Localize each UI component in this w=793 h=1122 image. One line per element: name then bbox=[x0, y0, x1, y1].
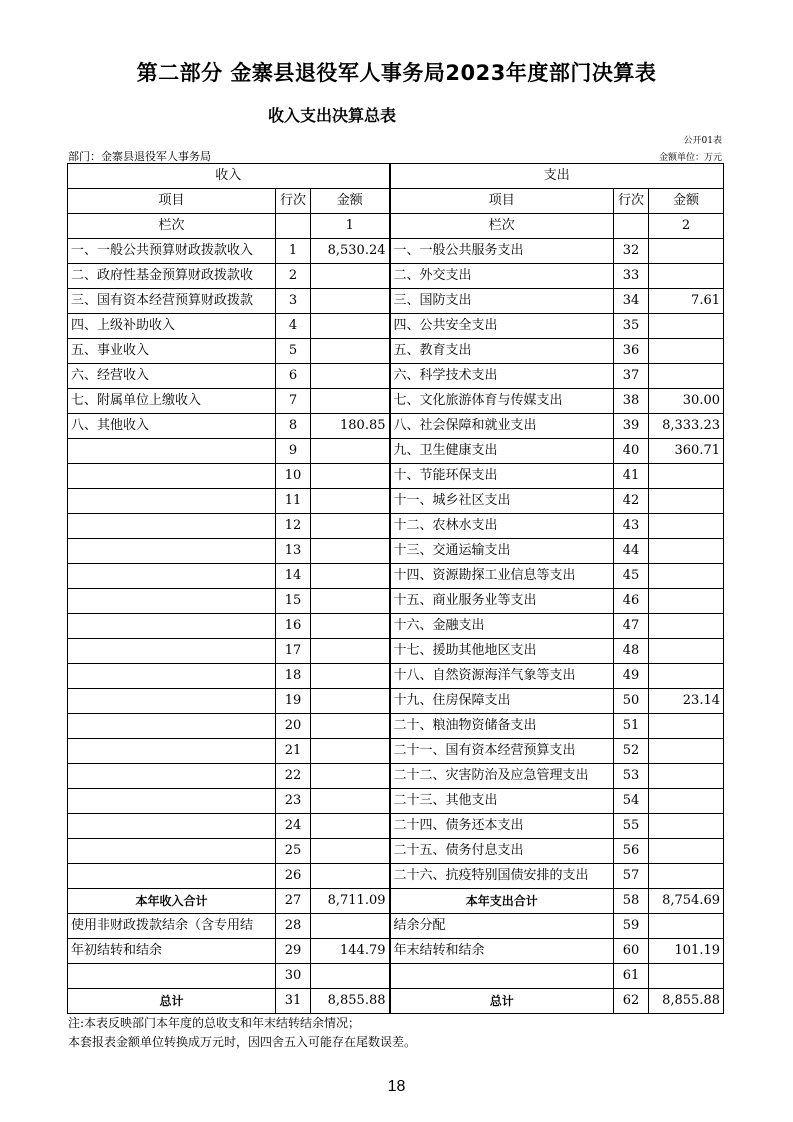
income-rowno-cell: 25 bbox=[276, 839, 311, 864]
income-rowno-cell: 17 bbox=[276, 639, 311, 664]
income-amount-cell bbox=[311, 639, 390, 664]
income-amount-cell bbox=[311, 564, 390, 589]
expense-rowno-cell: 51 bbox=[614, 714, 649, 739]
expense-rowno-cell: 52 bbox=[614, 739, 649, 764]
income-amount-cell bbox=[311, 814, 390, 839]
income-amount-cell bbox=[311, 714, 390, 739]
income-item-cell bbox=[68, 464, 276, 489]
expense-rowno-cell: 39 bbox=[614, 414, 649, 439]
income-amount-cell bbox=[311, 839, 390, 864]
income-amount-cell bbox=[311, 764, 390, 789]
income-item-cell bbox=[68, 589, 276, 614]
table-row bbox=[68, 664, 724, 689]
income-item-cell bbox=[68, 964, 276, 989]
expense-amount-cell: 30.00 bbox=[649, 389, 724, 414]
income-amount-cell bbox=[311, 489, 390, 514]
expense-amount-cell bbox=[649, 964, 724, 989]
table-row bbox=[68, 639, 724, 664]
income-rowno-cell: 13 bbox=[276, 539, 311, 564]
income-rowno-cell: 7 bbox=[276, 389, 311, 414]
expense-item-cell: 二十二、灾害防治及应急管理支出 bbox=[390, 764, 614, 789]
expense-item-cell: 六、科学技术支出 bbox=[390, 364, 614, 389]
expense-item-cell: 二十五、债务付息支出 bbox=[390, 839, 614, 864]
table-row bbox=[68, 564, 724, 589]
income-amount-cell bbox=[311, 664, 390, 689]
income-amount-cell: 8,711.09 bbox=[311, 889, 390, 914]
expense-amount-cell: 101.19 bbox=[649, 939, 724, 964]
income-rowno-cell: 18 bbox=[276, 664, 311, 689]
table-row bbox=[68, 964, 724, 989]
table-row bbox=[68, 614, 724, 639]
expense-rowno-cell: 43 bbox=[614, 514, 649, 539]
expense-amount-cell bbox=[649, 314, 724, 339]
table-row bbox=[68, 789, 724, 814]
income-rowno-cell: 19 bbox=[276, 689, 311, 714]
income-amount-cell bbox=[311, 364, 390, 389]
expense-item-cell: 十六、金融支出 bbox=[390, 614, 614, 639]
income-column-label: 栏次 bbox=[68, 214, 276, 239]
income-item-cell: 一、一般公共预算财政拨款收入 bbox=[68, 239, 276, 264]
expense-rowno-cell: 44 bbox=[614, 539, 649, 564]
income-rowno-cell: 2 bbox=[276, 264, 311, 289]
expense-rowno-cell: 60 bbox=[614, 939, 649, 964]
income-item-cell: 六、经营收入 bbox=[68, 364, 276, 389]
expense-item-cell: 本年支出合计 bbox=[390, 889, 614, 914]
income-item-header: 项目 bbox=[68, 189, 276, 214]
income-item-cell: 总计 bbox=[68, 989, 276, 1014]
expense-amount-cell bbox=[649, 639, 724, 664]
expense-amount-cell bbox=[649, 789, 724, 814]
expense-amount-cell bbox=[649, 539, 724, 564]
table-row bbox=[68, 439, 724, 464]
expense-rowno-cell: 32 bbox=[614, 239, 649, 264]
expense-rowno-cell: 48 bbox=[614, 639, 649, 664]
income-item-cell bbox=[68, 639, 276, 664]
expense-rowno-cell: 56 bbox=[614, 839, 649, 864]
expense-rowno-cell: 54 bbox=[614, 789, 649, 814]
expense-rowno-cell: 34 bbox=[614, 289, 649, 314]
expense-column-blank bbox=[614, 214, 649, 239]
expense-rowno-cell: 47 bbox=[614, 614, 649, 639]
table-row bbox=[68, 714, 724, 739]
expense-rowno-cell: 37 bbox=[614, 364, 649, 389]
income-amount-cell bbox=[311, 614, 390, 639]
table-row bbox=[68, 839, 724, 864]
income-amount-cell bbox=[311, 339, 390, 364]
income-item-cell bbox=[68, 864, 276, 889]
income-item-cell bbox=[68, 739, 276, 764]
income-rowno-cell: 11 bbox=[276, 489, 311, 514]
table-row bbox=[68, 339, 724, 364]
expense-item-cell: 十九、住房保障支出 bbox=[390, 689, 614, 714]
income-amount-cell bbox=[311, 964, 390, 989]
income-rowno-cell: 26 bbox=[276, 864, 311, 889]
expense-header: 支出 bbox=[390, 164, 724, 189]
income-amount-cell bbox=[311, 914, 390, 939]
expense-item-cell: 九、卫生健康支出 bbox=[390, 439, 614, 464]
income-item-cell: 四、上级补助收入 bbox=[68, 314, 276, 339]
income-item-cell bbox=[68, 764, 276, 789]
income-amount-cell bbox=[311, 314, 390, 339]
income-item-cell: 五、事业收入 bbox=[68, 339, 276, 364]
table-row bbox=[68, 364, 724, 389]
expense-amount-cell bbox=[649, 614, 724, 639]
table-row bbox=[68, 589, 724, 614]
subtotal-row bbox=[68, 889, 724, 914]
income-rowno-cell: 24 bbox=[276, 814, 311, 839]
expense-amount-cell: 7.61 bbox=[649, 289, 724, 314]
expense-amount-cell bbox=[649, 589, 724, 614]
income-item-cell bbox=[68, 839, 276, 864]
income-rowno-cell: 23 bbox=[276, 789, 311, 814]
income-item-cell: 年初结转和结余 bbox=[68, 939, 276, 964]
table-row bbox=[68, 239, 724, 264]
income-item-cell bbox=[68, 564, 276, 589]
expense-amount-cell: 8,333.23 bbox=[649, 414, 724, 439]
income-column-blank bbox=[276, 214, 311, 239]
expense-amount-cell: 23.14 bbox=[649, 689, 724, 714]
expense-item-cell: 十、节能环保支出 bbox=[390, 464, 614, 489]
income-item-cell: 本年收入合计 bbox=[68, 889, 276, 914]
income-item-cell: 八、其他收入 bbox=[68, 414, 276, 439]
income-rowno-cell: 10 bbox=[276, 464, 311, 489]
expense-amount-cell bbox=[649, 739, 724, 764]
expense-rowno-cell: 46 bbox=[614, 589, 649, 614]
income-amount-cell bbox=[311, 439, 390, 464]
expense-item-cell: 十八、自然资源海洋气象等支出 bbox=[390, 664, 614, 689]
expense-item-cell: 二十一、国有资本经营预算支出 bbox=[390, 739, 614, 764]
expense-rowno-cell: 38 bbox=[614, 389, 649, 414]
expense-amount-cell bbox=[649, 864, 724, 889]
table-row bbox=[68, 764, 724, 789]
expense-item-cell: 二十、粮油物资储备支出 bbox=[390, 714, 614, 739]
income-amount-cell: 8,530.24 bbox=[311, 239, 390, 264]
income-item-cell bbox=[68, 439, 276, 464]
income-rowno-cell: 30 bbox=[276, 964, 311, 989]
income-rowno-cell: 6 bbox=[276, 364, 311, 389]
footnote-line: 本套报表金额单位转换成万元时，因四舍五入可能存在尾数误差。 bbox=[68, 1035, 417, 1049]
expense-column-label: 栏次 bbox=[390, 214, 614, 239]
expense-item-cell: 十四、资源勘探工业信息等支出 bbox=[390, 564, 614, 589]
income-item-cell bbox=[68, 539, 276, 564]
expense-amount-cell bbox=[649, 489, 724, 514]
expense-rowno-cell: 53 bbox=[614, 764, 649, 789]
table-row bbox=[68, 739, 724, 764]
income-rowno-cell: 27 bbox=[276, 889, 311, 914]
income-item-cell bbox=[68, 489, 276, 514]
expense-amount-cell bbox=[649, 839, 724, 864]
income-item-cell bbox=[68, 714, 276, 739]
income-item-cell bbox=[68, 814, 276, 839]
income-rowno-cell: 31 bbox=[276, 989, 311, 1014]
expense-rowno-cell: 59 bbox=[614, 914, 649, 939]
expense-item-cell: 总计 bbox=[390, 989, 614, 1014]
income-amount-cell bbox=[311, 264, 390, 289]
expense-item-cell: 七、文化旅游体育与传媒支出 bbox=[390, 389, 614, 414]
header-row-column-index bbox=[68, 214, 724, 239]
income-item-cell: 使用非财政拨款结余（含专用结 bbox=[68, 914, 276, 939]
page-number: 18 bbox=[387, 1078, 406, 1095]
income-rowno-cell: 15 bbox=[276, 589, 311, 614]
income-rowno-cell: 16 bbox=[276, 614, 311, 639]
income-item-cell: 三、国有资本经营预算财政拨款 bbox=[68, 289, 276, 314]
expense-rowno-cell: 61 bbox=[614, 964, 649, 989]
expense-item-cell: 五、教育支出 bbox=[390, 339, 614, 364]
expense-rowno-cell: 45 bbox=[614, 564, 649, 589]
expense-amount-cell bbox=[649, 364, 724, 389]
expense-rowno-header: 行次 bbox=[614, 189, 649, 214]
income-amount-cell bbox=[311, 739, 390, 764]
income-amount-cell bbox=[311, 289, 390, 314]
income-amount-cell: 180.85 bbox=[311, 414, 390, 439]
expense-item-cell bbox=[390, 964, 614, 989]
table-row bbox=[68, 264, 724, 289]
footnotes bbox=[68, 1014, 416, 1052]
table-row bbox=[68, 864, 724, 889]
table-row bbox=[68, 314, 724, 339]
income-item-cell bbox=[68, 664, 276, 689]
expense-item-cell: 十三、交通运输支出 bbox=[390, 539, 614, 564]
expense-rowno-cell: 49 bbox=[614, 664, 649, 689]
expense-rowno-cell: 57 bbox=[614, 864, 649, 889]
footnote-line: 注:本表反映部门本年度的总收支和年末结转结余情况； bbox=[68, 1016, 361, 1030]
department-label: 部门：金寨县退役军人事务局 bbox=[68, 150, 211, 163]
expense-item-cell: 一、一般公共服务支出 bbox=[390, 239, 614, 264]
income-rowno-cell: 29 bbox=[276, 939, 311, 964]
income-amount-cell bbox=[311, 589, 390, 614]
table-row bbox=[68, 689, 724, 714]
expense-item-header: 项目 bbox=[390, 189, 614, 214]
expense-amount-cell bbox=[649, 764, 724, 789]
income-column-index: 1 bbox=[311, 214, 390, 239]
income-rowno-cell: 3 bbox=[276, 289, 311, 314]
income-rowno-cell: 12 bbox=[276, 514, 311, 539]
expense-item-cell: 年末结转和结余 bbox=[390, 939, 614, 964]
income-amount-cell bbox=[311, 514, 390, 539]
expense-rowno-cell: 40 bbox=[614, 439, 649, 464]
expense-item-cell: 二、外交支出 bbox=[390, 264, 614, 289]
table-row bbox=[68, 464, 724, 489]
income-item-cell bbox=[68, 689, 276, 714]
income-rowno-cell: 20 bbox=[276, 714, 311, 739]
income-item-cell bbox=[68, 614, 276, 639]
table-row bbox=[68, 389, 724, 414]
table-row bbox=[68, 414, 724, 439]
table-row bbox=[68, 514, 724, 539]
expense-item-cell: 二十三、其他支出 bbox=[390, 789, 614, 814]
table-row bbox=[68, 939, 724, 964]
expense-amount-cell: 360.71 bbox=[649, 439, 724, 464]
expense-rowno-cell: 55 bbox=[614, 814, 649, 839]
income-item-cell: 七、附属单位上缴收入 bbox=[68, 389, 276, 414]
expense-amount-cell: 8,855.88 bbox=[649, 989, 724, 1014]
expense-amount-cell bbox=[649, 514, 724, 539]
expense-amount-cell bbox=[649, 714, 724, 739]
expense-amount-header: 金额 bbox=[649, 189, 724, 214]
expense-item-cell: 八、社会保障和就业支出 bbox=[390, 414, 614, 439]
expense-rowno-cell: 33 bbox=[614, 264, 649, 289]
income-amount-cell bbox=[311, 464, 390, 489]
expense-amount-cell bbox=[649, 914, 724, 939]
table-row bbox=[68, 914, 724, 939]
expense-rowno-cell: 62 bbox=[614, 989, 649, 1014]
income-amount-header: 金额 bbox=[311, 189, 390, 214]
expense-amount-cell bbox=[649, 664, 724, 689]
income-rowno-cell: 21 bbox=[276, 739, 311, 764]
form-code: 公开01表 bbox=[683, 136, 722, 146]
income-rowno-cell: 8 bbox=[276, 414, 311, 439]
expense-amount-cell bbox=[649, 464, 724, 489]
income-item-cell: 二、政府性基金预算财政拨款收 bbox=[68, 264, 276, 289]
table-row bbox=[68, 289, 724, 314]
expense-column-index: 2 bbox=[649, 214, 724, 239]
income-item-cell bbox=[68, 789, 276, 814]
page-title: 第二部分 金寨县退役军人事务局2023年度部门决算表 bbox=[136, 61, 657, 85]
expense-rowno-cell: 58 bbox=[614, 889, 649, 914]
expense-item-cell: 十五、商业服务业等支出 bbox=[390, 589, 614, 614]
expense-item-cell: 二十四、债务还本支出 bbox=[390, 814, 614, 839]
income-amount-cell: 8,855.88 bbox=[311, 989, 390, 1014]
amount-unit: 金额单位：万元 bbox=[658, 153, 722, 163]
expense-amount-cell bbox=[649, 339, 724, 364]
income-amount-cell bbox=[311, 689, 390, 714]
expense-rowno-cell: 36 bbox=[614, 339, 649, 364]
header-row-sections bbox=[68, 164, 724, 189]
income-header: 收入 bbox=[68, 164, 390, 189]
expense-amount-cell: 8,754.69 bbox=[649, 889, 724, 914]
expense-rowno-cell: 42 bbox=[614, 489, 649, 514]
income-rowno-cell: 5 bbox=[276, 339, 311, 364]
expense-item-cell: 结余分配 bbox=[390, 914, 614, 939]
expense-item-cell: 十七、援助其他地区支出 bbox=[390, 639, 614, 664]
expense-item-cell: 十一、城乡社区支出 bbox=[390, 489, 614, 514]
income-rowno-cell: 4 bbox=[276, 314, 311, 339]
income-item-cell bbox=[68, 514, 276, 539]
expense-rowno-cell: 50 bbox=[614, 689, 649, 714]
header-row-columns bbox=[68, 189, 724, 214]
table-row bbox=[68, 814, 724, 839]
expense-amount-cell bbox=[649, 239, 724, 264]
expense-amount-cell bbox=[649, 264, 724, 289]
income-expense-table bbox=[67, 163, 724, 1014]
income-rowno-cell: 28 bbox=[276, 914, 311, 939]
table-row bbox=[68, 489, 724, 514]
expense-rowno-cell: 41 bbox=[614, 464, 649, 489]
income-amount-cell bbox=[311, 789, 390, 814]
expense-item-cell: 三、国防支出 bbox=[390, 289, 614, 314]
income-rowno-cell: 1 bbox=[276, 239, 311, 264]
expense-item-cell: 十二、农林水支出 bbox=[390, 514, 614, 539]
expense-amount-cell bbox=[649, 564, 724, 589]
table-subtitle: 收入支出决算总表 bbox=[268, 106, 397, 125]
income-amount-cell bbox=[311, 539, 390, 564]
expense-item-cell: 四、公共安全支出 bbox=[390, 314, 614, 339]
income-rowno-header: 行次 bbox=[276, 189, 311, 214]
income-rowno-cell: 9 bbox=[276, 439, 311, 464]
income-amount-cell: 144.79 bbox=[311, 939, 390, 964]
table-row bbox=[68, 539, 724, 564]
expense-rowno-cell: 35 bbox=[614, 314, 649, 339]
total-row bbox=[68, 989, 724, 1014]
income-rowno-cell: 22 bbox=[276, 764, 311, 789]
income-amount-cell bbox=[311, 864, 390, 889]
income-amount-cell bbox=[311, 389, 390, 414]
expense-item-cell: 二十六、抗疫特别国债安排的支出 bbox=[390, 864, 614, 889]
income-rowno-cell: 14 bbox=[276, 564, 311, 589]
expense-amount-cell bbox=[649, 814, 724, 839]
